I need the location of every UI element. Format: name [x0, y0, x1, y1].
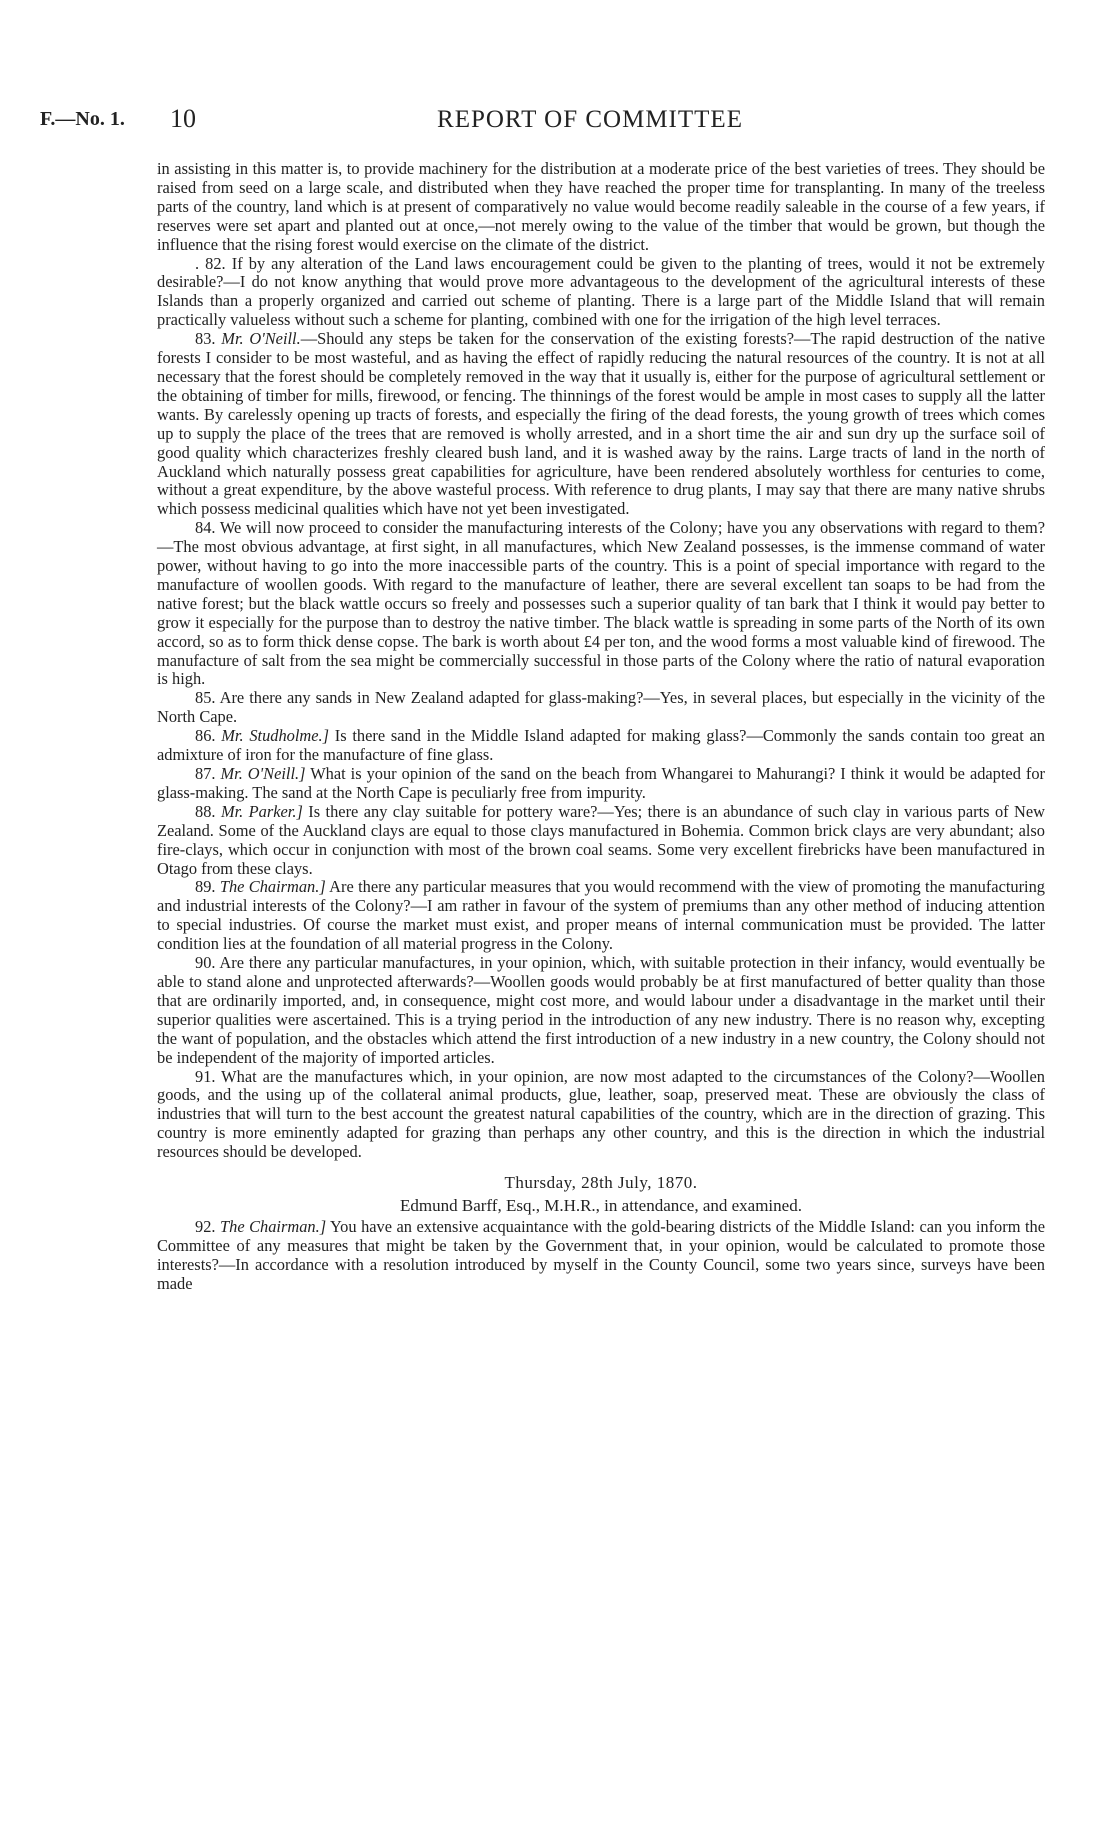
paragraph [157, 519, 1045, 689]
question-number: 90. [195, 953, 216, 973]
paragraph-text: in assisting in this matter is, to provide machinery for the distribution at a moderate price of the best varieties of trees. They should be raised from seed on a large scale, and distributed when they have reached the proper time for transplanting. In many of the treeless parts of the country, land which is at present of comparatively no value would become readily saleable in the course of a few years, if reserves were set apart and planted out at once,—not merely owing to the value of the timber that would be grown, but though the influence that the rising forest would exercise on the climate of the district. [157, 159, 1045, 254]
page-header [40, 104, 1040, 140]
paragraph-text: Is there sand in the Middle Island adapted for making glass?—Commonly the sands contain too great an admixture of iron for the manufacture of fine glass. [157, 726, 1045, 765]
paragraph-text: Are there any sands in New Zealand adapted for glass-making?—Yes, in several places, but especially in the vicinity of the North Cape. [157, 688, 1045, 727]
final-paragraph [157, 1218, 1045, 1294]
speaker: The Chairman.] [220, 1216, 327, 1236]
paragraph-text: If by any alteration of the Land laws encouragement could be given to the planting of trees, would it not be extremely desirable?—I do not know anything that would prove more advantageous to the development of the agricultural interests of these Islands than a properly organized and carried out scheme of planting. There is a large part of the Middle Island that will remain practically valueless without such a scheme for planting, combined with one for the irrigation of the high level terraces. [157, 253, 1046, 330]
paragraph-text: What are the manufactures which, in your opinion, are now most adapted to the circumstances of the Colony?—Woollen goods, and the using up of the collateral animal products, glue, leather, soap, preserved meat. These are obviously the class of industries that will turn to the best account the greatest natural capabilities of the country, which are in the direction of grazing. This country is more eminently adapted for grazing than perhaps any other country, and this is the direction in which the industrial resources should be developed. [157, 1066, 1045, 1162]
speaker: The Chairman.] [219, 877, 326, 897]
speaker: Mr. Studholme.] [221, 726, 330, 746]
question-number: 86. [195, 726, 216, 746]
question-number: 91. [195, 1066, 216, 1086]
paragraph [157, 1068, 1045, 1163]
question-number: 85. [195, 688, 216, 708]
body-text [157, 160, 1045, 1293]
paragraph-text: Is there any clay suitable for pottery ware?—Yes; there is an abundance of such clay in various parts of New Zealand. Some of the Auckland clays are equal to those clays manufactured in Bohemia. Common brick clays are very abundant; also fire-clays, which occur in conjunction with most of the brown coal seams. Some very excellent firebricks have been manufactured in Otago from these clays. [157, 801, 1045, 878]
paragraph-text: You have an extensive acquaintance with the gold-bearing districts of the Middle Island: can you inform the Committee of any measures that might be taken by the Government that, in your opinion, would be calculated to promote those interests?—In accordance with a resolution introduced by myself in the County Council, some two years since, surveys have been made [157, 1216, 1045, 1293]
paragraph-text: We will now proceed to consider the manufacturing interests of the Colony; have you any observations with regard to them?—The most obvious advantage, at first sight, in all manufactures, which New Zealand possesses, is the immense command of water power, without having to go into the more inaccessible parts of the country. This is a point of special importance with regard to the manufacture of woollen goods. With regard to the manufacture of leather, there are several excellent tan soaps to be had from the native forest; but the black wattle occurs so freely and possesses such a superior quality of tan bark that I think it would pay better to grow it especially for the purpose than to destroy the native timber. The black wattle is spreading in some parts of the North of its own accord, so as to form thick dense copse. The bark is worth about £4 per ton, and the wood forms a most valuable kind of firewood. The manufacture of salt from the sea might be commercially successful in those parts of the Colony where the ratio of natural evaporation is high. [157, 518, 1045, 689]
paragraph-text: Are there any particular manufactures, in your opinion, which, with suitable protection in their infancy, would eventually be able to stand alone and unprotected afterwards?—Woollen goods would probably be at first manufactured of better quality than those that are ordinarily imported, and, in consequence, might cost more, and would labour under a disadvantage in the market until their superior qualities were ascertained. This is a trying period in the introduction of any new industry. There is no reason why, excepting the want of population, and the obstacles which attend the first introduction of a new industry in a new country, the Colony should not be independent of the majority of imported articles. [157, 953, 1045, 1067]
paragraph-list [157, 160, 1045, 1162]
speaker: Mr. O'Neill. [221, 329, 301, 349]
paragraph-text: Are there any particular measures that you would recommend with the view of promoting the manufacturing and industrial interests of the Colony?—I am rather in favour of the system of premiums than any other method of inducing attention to special industries. Of course the market must exist, and proper means of internal communication must be provided. The latter condition lies at the foundation of all material progress in the Colony. [157, 877, 1045, 954]
paragraph [157, 255, 1045, 331]
paragraph [157, 160, 1045, 255]
witness-line: Edmund Barff, Esq., M.H.R., in attendance, and examined. [400, 1195, 802, 1215]
paragraph-text: —Should any steps be taken for the conservation of the existing forests?—The rapid destruction of the native forests I consider to be most wasteful, and as having the effect of rapidly reducing the natural resources of the country. It is not at all necessary that the forest should be completely removed in the way that it usually is, either for the purpose of agricultural settlement or the obtaining of timber for mills, firewood, or fencing. The thinnings of the forest would be ample in most cases to supply all the latter wants. By carelessly opening up tracts of forests, and especially the firing of the dead forests, the young growth of trees which comes up to supply the place of the trees that are removed is wholly arrested, and in a short time the air and sun dry up the surface soil of good quality which characterizes freshly cleared bush land, and it is washed away by the rains. Large tracts of land in the north of Auckland which naturally possess great capabilities for agriculture, have been rendered absolutely worthless for centuries to come, without a great expenditure, by the above wasteful process. With reference to drug plants, I may say that there are many native shrubs which possess medicinal qualities which have not yet been investigated. [157, 329, 1046, 519]
question-number: 89. [195, 877, 216, 897]
paragraph [157, 765, 1045, 803]
paragraph [157, 803, 1045, 879]
paragraph [157, 727, 1045, 765]
paragraph [157, 689, 1045, 727]
speaker: Mr. O'Neill.] [220, 764, 306, 783]
question-number: 92. [195, 1216, 216, 1236]
speaker: Mr. Parker.] [220, 801, 303, 821]
question-number: 84. [195, 518, 216, 538]
question-number: 83. [195, 329, 216, 349]
paragraph-text: What is your opinion of the sand on the beach from Whangarei to Mahurangi? I think it would be adapted for glass-making. The sand at the North Cape is peculiarly free from impurity. [157, 764, 1046, 802]
question-number: 88. [195, 801, 216, 821]
date-heading: Thursday, 28th July, 1870. [504, 1173, 698, 1193]
running-title: REPORT OF COMMITTEE [437, 106, 743, 133]
paragraph [157, 878, 1045, 954]
question-number: 87. [195, 764, 216, 783]
paragraph [157, 330, 1045, 519]
document-reference: F.—No. 1. [40, 108, 125, 130]
question-number: . 82. [195, 253, 226, 273]
page-number: 10 [170, 104, 196, 133]
paragraph [157, 954, 1045, 1067]
